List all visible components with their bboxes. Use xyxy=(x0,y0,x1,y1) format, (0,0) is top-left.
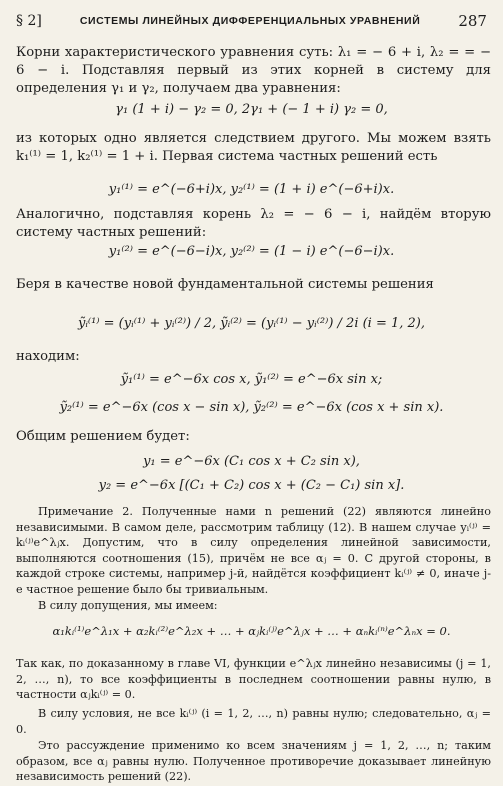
paragraph-finding: находим: xyxy=(16,349,80,364)
equation-real-solutions-1: ỹ₁⁽¹⁾ = e^−6x cos x, ỹ₁⁽²⁾ = e^−6x sin x; xyxy=(120,372,383,387)
paragraph-conclusion: Это рассуждение применимо ко всем значениям j = 1, 2, …, n; таким образом, все αⱼ равны нулю. Полученное противоречие доказывает линейную независимость решений (22). xyxy=(16,739,491,783)
running-title: СИСТЕМЫ ЛИНЕЙНЫХ ДИФФЕРЕНЦИАЛЬНЫХ УРАВНЕНИЙ xyxy=(79,15,421,27)
paragraph-chapter-six: Так как, по доказанному в главе VI, функции e^λⱼx линейно независимы (j = 1, 2, …, n), то все коэффициенты в последнем соотношении равны нулю, в частности αⱼkᵢ⁽ʲ⁾ = 0. xyxy=(16,657,491,701)
equation-real-solutions-2: ỹ₂⁽¹⁾ = e^−6x (cos x − sin x), ỹ₂⁽²⁾ = e^−6x (cos x + sin x). xyxy=(59,400,444,415)
paragraph-analogous: Аналогично, подставляя корень λ₂ = − 6 − i, найдём вторую систему частных решений: xyxy=(16,207,491,240)
equation-new-basis: ỹᵢ⁽¹⁾ = (yᵢ⁽¹⁾ + yᵢ⁽²⁾) / 2, ỹᵢ⁽²⁾ = (yᵢ⁽¹⁾ − yᵢ⁽²⁾) / 2i (i = 1, 2), xyxy=(77,316,426,331)
equation-general-y2: y₂ = e^−6x [(C₁ + C₂) cos x + (C₂ − C₁) sin x]. xyxy=(98,478,405,493)
assumption-line: В силу допущения, мы имеем: xyxy=(38,599,218,612)
running-header xyxy=(16,10,487,32)
equation-gamma-system: γ₁ (1 + i) − γ₂ = 0, 2γ₁ + (− 1 + i) γ₂ = 0, xyxy=(115,102,388,117)
page-number: 287 xyxy=(458,12,487,30)
equation-first-solutions: y₁⁽¹⁾ = e^(−6+i)x, y₂⁽¹⁾ = (1 + i) e^(−6+i)x. xyxy=(108,182,395,197)
paragraph-roots: Корни характеристического уравнения суть: λ₁ = − 6 + i, λ₂ = = − 6 − i. Подставляя первый из этих корней в систему для определения γ₁ и γ₂, получаем два уравнения: xyxy=(16,45,491,96)
paragraph-condition: В силу условия, не все kᵢ⁽ʲ⁾ (i = 1, 2, …, n) равны нулю; следовательно, αⱼ = 0. xyxy=(16,707,491,736)
paragraph-general-solution: Общим решением будет: xyxy=(16,429,190,444)
section-number: § 2] xyxy=(16,13,42,29)
paragraph-coefficients: из которых одно является следствием другого. Мы можем взять k₁⁽¹⁾ = 1, k₂⁽¹⁾ = 1 + i. Первая система частных решений есть xyxy=(16,131,491,164)
equation-general-y1: y₁ = e^−6x (C₁ cos x + C₂ sin x), xyxy=(143,454,360,469)
equation-linear-combination: α₁kᵢ⁽¹⁾e^λ₁x + α₂kᵢ⁽²⁾e^λ₂x + … + αⱼkᵢ⁽ʲ⁾e^λⱼx + … + αₙkᵢ⁽ⁿ⁾e^λₙx = 0. xyxy=(52,624,451,638)
equation-second-solutions: y₁⁽²⁾ = e^(−6−i)x, y₂⁽²⁾ = (1 − i) e^(−6−i)x. xyxy=(108,244,395,259)
note-2-paragraph: Примечание 2. Полученные нами n решений (22) являются линейно независимыми. В самом деле, рассмотрим таблицу (12). В нашем случае yᵢ⁽ʲ⁾ = kᵢ⁽ʲ⁾e^λⱼx. Допустим, что в силу определения линейной зависимости, выполняются соотношения (15), причём не все αⱼ = 0. С другой стороны, в каждой строке системы, например j-й, найдётся коэффициент kᵢ⁽ʲ⁾ ≠ 0, иначе j-е частное решение было бы тривиальным. xyxy=(16,505,491,596)
paragraph-new-basis: Беря в качестве новой фундаментальной системы решения xyxy=(16,277,434,292)
